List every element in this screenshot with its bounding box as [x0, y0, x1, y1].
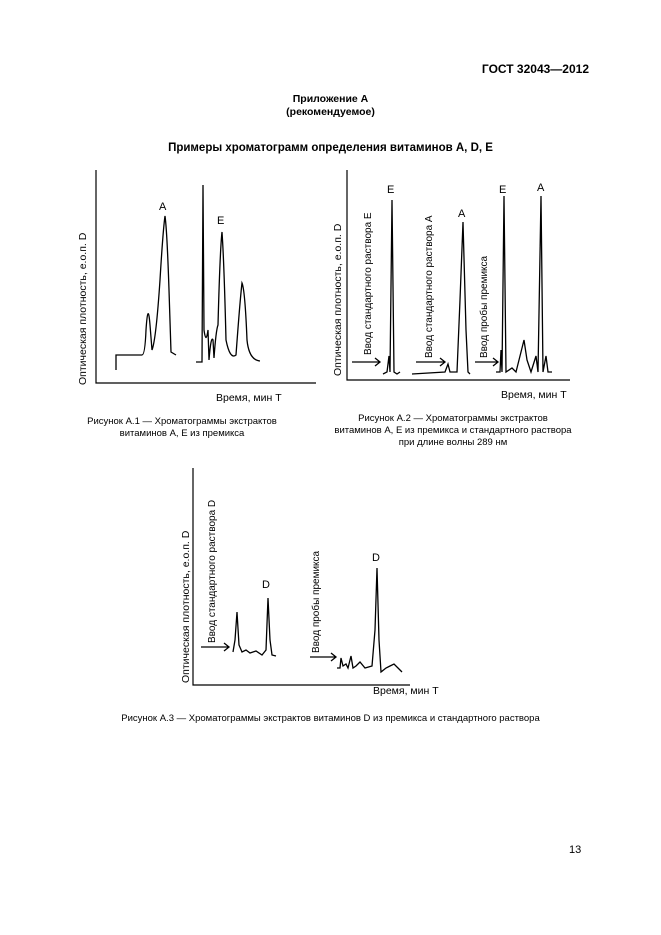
figure-a3-axes: [193, 468, 410, 685]
figure-a2-peak-label-a2: A: [537, 182, 545, 194]
figure-a2-axes: [347, 170, 570, 380]
figure-a3-peak-label-d2: D: [372, 552, 380, 564]
figure-a1-peak-label-a: A: [159, 201, 167, 213]
page-number: 13: [569, 844, 582, 856]
figure-a2-caption: [308, 413, 598, 449]
appendix-subtitle: (рекомендуемое): [286, 106, 375, 118]
figure-a2-injection-label-3: Ввод пробы премикса: [479, 255, 490, 358]
figure-a1-caption: [72, 416, 292, 440]
figure-a3-ylabel: Оптическая плотность, е.о.п. D: [180, 530, 192, 683]
figure-a2-arrow-2: [416, 358, 445, 366]
figure-a2-xlabel: Время, мин Т: [501, 389, 567, 401]
figure-a1-caption-line1: Рисунок А.1 — Хроматограммы экстрактов: [87, 416, 277, 427]
figure-a2-caption-line2: витаминов А, Е из премикса и стандартного раствора: [334, 425, 572, 436]
figure-a2-curve-standard-a: [412, 222, 470, 374]
figure-a3-arrow-1: [201, 643, 229, 651]
section-title: Примеры хроматограмм определения витаминов А, D, Е: [168, 142, 493, 154]
figure-a2-injection-label-2: Ввод стандартного раствора А: [424, 215, 435, 358]
figure-a1-xlabel: Время, мин Т: [216, 392, 282, 404]
appendix-title: Приложение А: [292, 93, 369, 105]
figure-a2-peak-label-e2: E: [499, 184, 507, 196]
figure-a2-ylabel: Оптическая плотность, е.о.п. D: [332, 223, 344, 376]
figure-a2-injection-label-1: Ввод стандартного раствора Е: [363, 212, 374, 355]
figure-a3-curve-standard: [233, 598, 276, 656]
figure-a2-curve-standard-e: [383, 200, 400, 374]
figure-a2-caption-line3: при длине волны 289 нм: [398, 437, 508, 448]
figure-a1-ylabel: Оптическая плотность, е.о.п. D: [77, 232, 89, 385]
figure-a2-peak-label-e1: E: [387, 184, 395, 196]
figure-a1-curve-left: [116, 216, 176, 370]
figure-a2-caption-line1: Рисунок А.2 — Хроматограммы экстрактов: [358, 413, 548, 424]
figure-a1-peak-label-e: E: [217, 215, 225, 227]
figure-a3-xlabel: Время, мин Т: [373, 685, 439, 697]
figure-a1-axes: [96, 170, 316, 383]
figure-a2-arrow-3: [475, 358, 498, 366]
figure-a3-arrow-2: [310, 653, 336, 661]
figure-a3-peak-label-d1: D: [262, 579, 270, 591]
figure-a3-caption: Рисунок А.3 — Хроматограммы экстрактов витаминов D из премикса и стандартного раствора: [121, 713, 540, 724]
figure-a3-curve-premix: [337, 568, 402, 672]
figure-a1-caption-line2: витаминов А, Е из премикса: [119, 428, 245, 439]
figure-a3-injection-label-2: Ввод пробы премикса: [311, 550, 322, 653]
figure-a2-curve-premix: [496, 196, 552, 372]
standard-number: ГОСТ 32043—2012: [481, 62, 589, 76]
figure-a2-peak-label-a1: A: [458, 208, 466, 220]
figure-a1-curve-right: [196, 185, 260, 362]
appendix-heading: [0, 93, 661, 119]
figure-a3-injection-label-1: Ввод стандартного раствора D: [207, 499, 218, 643]
figure-a2-arrow-1: [352, 358, 380, 366]
